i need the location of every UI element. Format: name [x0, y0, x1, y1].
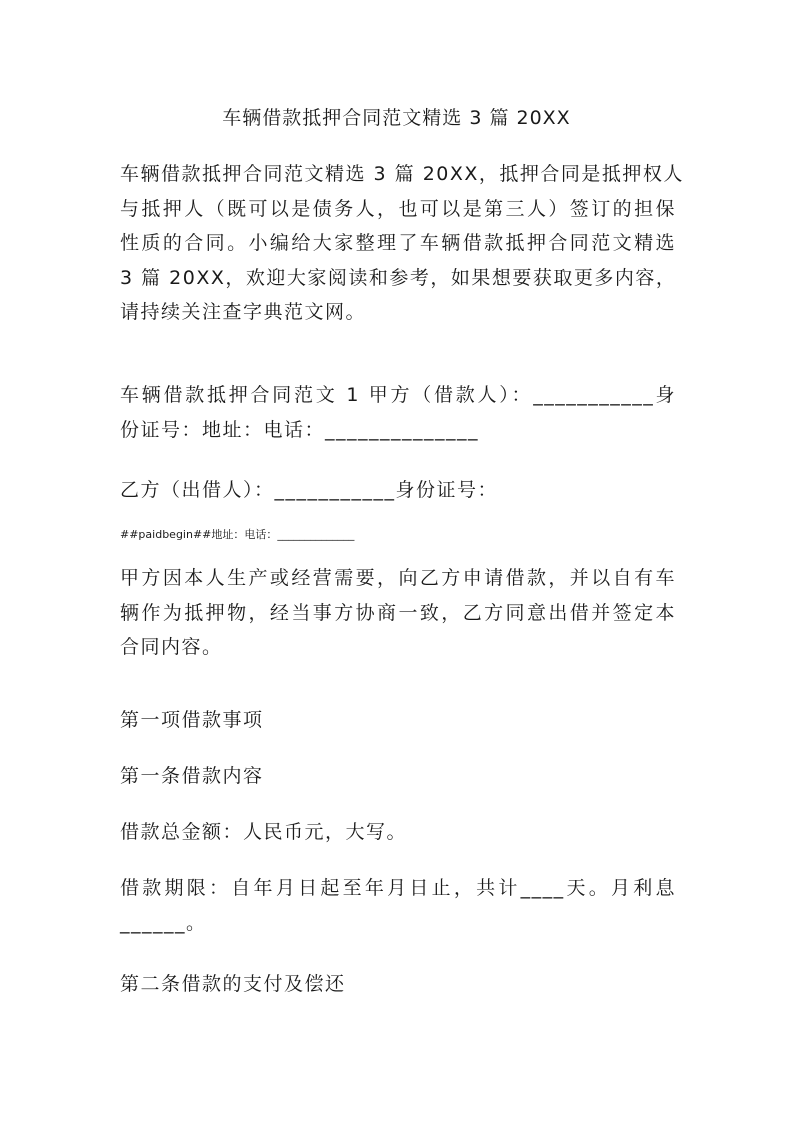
intro-line: 请持续关注查字典范文网。	[120, 301, 367, 323]
section-heading: 第一项借款事项	[120, 709, 264, 731]
amount-paragraph: 借款总金额：人民币元，大写。	[120, 821, 408, 843]
term-line: 借款期限：自年月日起至年月日止，共计____天。月利息	[120, 877, 676, 899]
party-a-line: 份证号：地址：电话：______________	[120, 418, 480, 441]
term-line: ______。	[120, 911, 207, 934]
party-a-paragraph	[120, 378, 676, 447]
document-title: 车辆借款抵押合同范文精选 3 篇 20XX	[222, 107, 571, 129]
party-b-line: 乙方（出借人）：___________身份证号：	[120, 479, 499, 501]
party-a-line: 车辆借款抵押合同范文 1 甲方（借款人）：___________身	[120, 384, 676, 406]
purpose-line: 合同内容。	[120, 636, 223, 658]
intro-line: 3 篇 20XX，欢迎大家阅读和参考，如果想要获取更多内容，	[120, 266, 677, 289]
purpose-paragraph	[120, 561, 676, 665]
purpose-line: 甲方因本人生产或经营需要，向乙方申请借款，并以自有车	[120, 567, 676, 589]
article-heading: 第二条借款的支付及偿还	[120, 973, 346, 995]
party-b-paragraph	[120, 473, 676, 508]
purpose-line: 辆作为抵押物，经当事方协商一致，乙方同意出借并签定本	[120, 601, 676, 624]
intro-paragraph	[120, 157, 684, 330]
intro-line: 与抵押人（既可以是债务人，也可以是第三人）签订的担保	[120, 197, 676, 220]
intro-line: 车辆借款抵押合同范文精选 3 篇 20XX，抵押合同是抵押权人	[120, 163, 684, 185]
intro-line: 性质的合同。小编给大家整理了车辆借款抵押合同范文精选	[120, 232, 676, 254]
article-heading: 第一条借款内容	[120, 765, 264, 787]
term-paragraph	[120, 871, 676, 940]
paid-marker-line: ##paidbegin##地址：电话：______________	[120, 528, 355, 541]
